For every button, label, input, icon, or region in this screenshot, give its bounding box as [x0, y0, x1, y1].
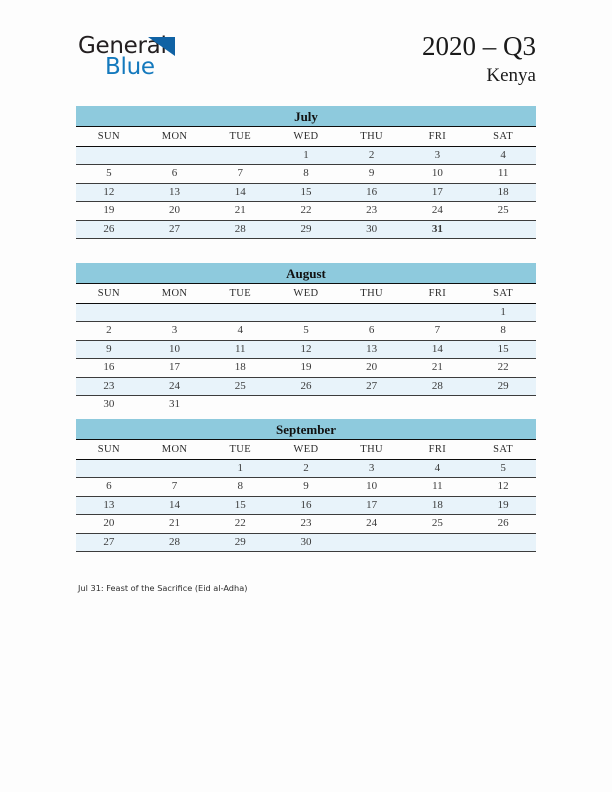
calendar-day-cell[interactable]: 12 — [497, 480, 509, 493]
calendar-empty-cell — [207, 304, 273, 322]
calendar-day-cell[interactable]: 25 — [207, 377, 273, 395]
calendar-day-cell[interactable]: 20 — [169, 204, 181, 217]
calendar-day-cell[interactable]: 31 — [169, 398, 181, 411]
calendar-day-cell[interactable]: 22 — [300, 204, 312, 217]
calendar-week-row — [76, 147, 536, 165]
logo-text-blue: Blue — [105, 54, 155, 80]
calendar-day-cell[interactable]: 4 — [470, 147, 536, 165]
month-block-august — [76, 263, 536, 413]
calendar-week-row — [76, 340, 536, 358]
calendar-day-cell[interactable]: 8 — [303, 167, 309, 180]
weekday-header-row — [76, 127, 536, 147]
weekday-header-thu: THU — [339, 127, 405, 147]
calendar-empty-cell — [339, 396, 405, 414]
weekday-header-sat: SAT — [470, 440, 536, 460]
month-title-september: September — [76, 419, 536, 440]
calendar-day-cell[interactable]: 25 — [497, 204, 509, 217]
calendar-day-cell[interactable]: 1 — [470, 304, 536, 322]
calendar-week-row — [76, 478, 536, 496]
calendar-day-cell[interactable]: 8 — [500, 324, 506, 337]
calendar-week-row — [76, 460, 536, 478]
calendar-day-cell[interactable]: 5 — [106, 167, 112, 180]
calendar-day-cell-holiday[interactable]: 31 — [405, 220, 471, 238]
calendar-day-cell[interactable]: 20 — [103, 517, 115, 530]
calendar-day-cell[interactable]: 12 — [273, 340, 339, 358]
weekday-header-sun: SUN — [76, 284, 142, 304]
calendar-day-cell[interactable]: 26 — [273, 377, 339, 395]
holiday-notes — [78, 581, 538, 595]
weekday-header-thu: THU — [339, 440, 405, 460]
calendar-day-cell[interactable]: 29 — [207, 533, 273, 551]
calendar-week-row — [76, 377, 536, 395]
weekday-header-wed: WED — [273, 127, 339, 147]
calendar-day-cell[interactable]: 17 — [339, 496, 405, 514]
calendar-day-cell[interactable]: 22 — [234, 517, 246, 530]
calendar-empty-cell — [405, 304, 471, 322]
calendar-day-cell[interactable]: 2 — [339, 147, 405, 165]
calendar-day-cell[interactable]: 29 — [273, 220, 339, 238]
page-subtitle: Kenya — [486, 65, 536, 86]
weekday-header-mon: MON — [142, 127, 208, 147]
calendar-day-cell[interactable]: 24 — [366, 517, 378, 530]
calendar-day-cell[interactable]: 16 — [339, 183, 405, 201]
month-title-august: August — [76, 263, 536, 284]
calendar-day-cell[interactable]: 3 — [171, 324, 178, 337]
calendar-week-row — [76, 165, 536, 183]
calendar-day-cell[interactable]: 16 — [273, 496, 339, 514]
month-title-july: July — [76, 106, 536, 127]
calendar-day-cell[interactable]: 14 — [207, 183, 273, 201]
calendar-empty-cell — [142, 460, 208, 478]
weekday-header-row — [76, 284, 536, 304]
calendar-week-row — [76, 533, 536, 551]
calendar-day-cell[interactable]: 8 — [237, 480, 243, 493]
calendar-week-row — [76, 220, 536, 238]
calendar-day-cell[interactable]: 30 — [103, 398, 115, 411]
logo-text-general: General — [78, 33, 167, 59]
calendar-day-cell[interactable]: 4 — [405, 460, 471, 478]
weekday-header-tue: TUE — [207, 284, 273, 304]
calendar-day-cell[interactable]: 9 — [76, 340, 142, 358]
weekday-header-thu: THU — [339, 284, 405, 304]
calendar-empty-cell — [207, 396, 273, 414]
calendar-week-row — [76, 304, 536, 322]
month-block-september — [76, 419, 536, 552]
calendar-day-cell[interactable]: 21 — [431, 361, 443, 374]
calendar-day-cell[interactable]: 16 — [103, 361, 115, 374]
calendar-day-cell[interactable]: 1 — [273, 147, 339, 165]
calendar-week-row — [76, 202, 536, 220]
calendar-week-row — [76, 359, 536, 377]
calendar-day-cell[interactable]: 11 — [432, 480, 443, 493]
calendar-day-cell[interactable]: 15 — [273, 183, 339, 201]
calendar-day-cell[interactable]: 24 — [431, 204, 443, 217]
calendar-empty-cell — [76, 147, 142, 165]
weekday-header-wed: WED — [273, 440, 339, 460]
calendar-day-cell[interactable]: 6 — [171, 167, 178, 180]
calendar-empty-cell — [273, 396, 339, 414]
calendar-day-cell[interactable]: 13 — [142, 183, 208, 201]
weekday-header-sun: SUN — [76, 127, 142, 147]
calendar-day-cell[interactable]: 27 — [339, 377, 405, 395]
calendar-day-cell[interactable]: 23 — [300, 517, 312, 530]
calendar-day-cell[interactable]: 5 — [470, 460, 536, 478]
calendar-day-cell[interactable]: 6 — [368, 324, 375, 337]
calendar-day-cell[interactable]: 11 — [207, 340, 273, 358]
weekday-header-fri: FRI — [405, 127, 471, 147]
calendar-day-cell[interactable]: 13 — [339, 340, 405, 358]
calendar-day-cell[interactable]: 10 — [366, 480, 378, 493]
calendar-day-cell[interactable]: 11 — [497, 167, 509, 180]
calendar-empty-cell — [142, 147, 208, 165]
calendar-day-cell[interactable]: 27 — [142, 220, 208, 238]
weekday-header-fri: FRI — [405, 440, 471, 460]
calendar-week-row — [76, 396, 536, 414]
calendar-day-cell[interactable]: 14 — [405, 340, 471, 358]
weekday-header-row — [76, 440, 536, 460]
calendar-day-cell[interactable]: 15 — [470, 340, 536, 358]
calendar-empty-cell — [405, 396, 471, 414]
weekday-header-sat: SAT — [470, 284, 536, 304]
page-title: 2020 – Q3 — [422, 31, 536, 61]
calendar-day-cell[interactable]: 7 — [171, 480, 178, 493]
month-block-july — [76, 106, 536, 239]
calendar-day-cell[interactable]: 2 — [273, 460, 339, 478]
general-blue-logo — [78, 33, 278, 85]
title-block — [422, 30, 536, 88]
calendar-day-cell[interactable]: 1 — [207, 460, 273, 478]
calendar-day-cell[interactable]: 24 — [142, 377, 208, 395]
calendar-empty-cell — [273, 304, 339, 322]
calendar-table-july — [76, 127, 536, 239]
calendar-empty-cell — [470, 220, 536, 238]
weekday-header-tue: TUE — [207, 127, 273, 147]
calendar-day-cell[interactable]: 15 — [207, 496, 273, 514]
calendar-day-cell[interactable]: 4 — [237, 324, 243, 337]
calendar-empty-cell — [470, 533, 536, 551]
weekday-header-mon: MON — [142, 284, 208, 304]
calendar-day-cell[interactable]: 27 — [76, 533, 142, 551]
calendar-day-cell[interactable]: 26 — [76, 220, 142, 238]
calendar-empty-cell — [405, 533, 471, 551]
calendar-week-row — [76, 183, 536, 201]
calendar-day-cell[interactable]: 13 — [76, 496, 142, 514]
calendar-day-cell[interactable]: 9 — [303, 480, 309, 493]
calendar-day-cell[interactable]: 3 — [405, 147, 471, 165]
calendar-day-cell[interactable]: 23 — [366, 204, 378, 217]
weekday-header-wed: WED — [273, 284, 339, 304]
calendar-day-cell[interactable]: 28 — [142, 533, 208, 551]
calendar-day-cell[interactable]: 19 — [103, 204, 115, 217]
calendar-week-row — [76, 322, 536, 340]
calendar-day-cell[interactable]: 18 — [470, 183, 536, 201]
calendar-day-cell[interactable]: 10 — [142, 340, 208, 358]
calendar-day-cell[interactable]: 2 — [106, 324, 112, 337]
calendar-table-september — [76, 440, 536, 552]
calendar-day-cell[interactable]: 30 — [339, 220, 405, 238]
calendar-day-cell[interactable]: 29 — [470, 377, 536, 395]
calendar-day-cell[interactable]: 30 — [273, 533, 339, 551]
weekday-header-mon: MON — [142, 440, 208, 460]
calendar-day-cell[interactable]: 17 — [405, 183, 471, 201]
calendar-day-cell[interactable]: 19 — [300, 361, 312, 374]
calendar-empty-cell — [470, 396, 536, 414]
calendar-table-august — [76, 284, 536, 413]
calendar-day-cell[interactable]: 19 — [470, 496, 536, 514]
calendar-empty-cell — [76, 304, 142, 322]
page-header — [0, 0, 612, 100]
calendar-day-cell[interactable]: 14 — [142, 496, 208, 514]
calendar-day-cell[interactable]: 17 — [169, 361, 181, 374]
calendar-day-cell[interactable]: 25 — [431, 517, 443, 530]
holiday-note: Jul 31: Feast of the Sacrifice (Eid al-Adha) — [78, 583, 248, 593]
calendar-empty-cell — [339, 533, 405, 551]
calendar-empty-cell — [207, 147, 273, 165]
calendar-day-cell[interactable]: 20 — [366, 361, 378, 374]
calendar-week-row — [76, 496, 536, 514]
calendar-day-cell[interactable]: 5 — [303, 324, 309, 337]
calendar-day-cell[interactable]: 3 — [339, 460, 405, 478]
calendar-day-cell[interactable]: 18 — [405, 496, 471, 514]
weekday-header-sun: SUN — [76, 440, 142, 460]
calendar-day-cell[interactable]: 10 — [431, 167, 443, 180]
calendar-day-cell[interactable]: 26 — [497, 517, 509, 530]
calendar-day-cell[interactable]: 7 — [434, 324, 441, 337]
calendar-day-cell[interactable]: 18 — [234, 361, 246, 374]
calendar-day-cell[interactable]: 23 — [76, 377, 142, 395]
calendar-empty-cell — [339, 304, 405, 322]
weekday-header-sat: SAT — [470, 127, 536, 147]
calendar-day-cell[interactable]: 21 — [234, 204, 246, 217]
calendar-day-cell[interactable]: 6 — [106, 480, 112, 493]
calendar-day-cell[interactable]: 21 — [169, 517, 181, 530]
calendar-empty-cell — [142, 304, 208, 322]
calendar-empty-cell — [76, 460, 142, 478]
calendar-day-cell[interactable]: 22 — [497, 361, 509, 374]
calendar-day-cell[interactable]: 9 — [368, 167, 375, 180]
calendar-week-row — [76, 515, 536, 533]
weekday-header-tue: TUE — [207, 440, 273, 460]
calendar-day-cell[interactable]: 12 — [76, 183, 142, 201]
calendar-day-cell[interactable]: 28 — [405, 377, 471, 395]
calendar-day-cell[interactable]: 28 — [207, 220, 273, 238]
calendar-day-cell[interactable]: 7 — [237, 167, 243, 180]
weekday-header-fri: FRI — [405, 284, 471, 304]
